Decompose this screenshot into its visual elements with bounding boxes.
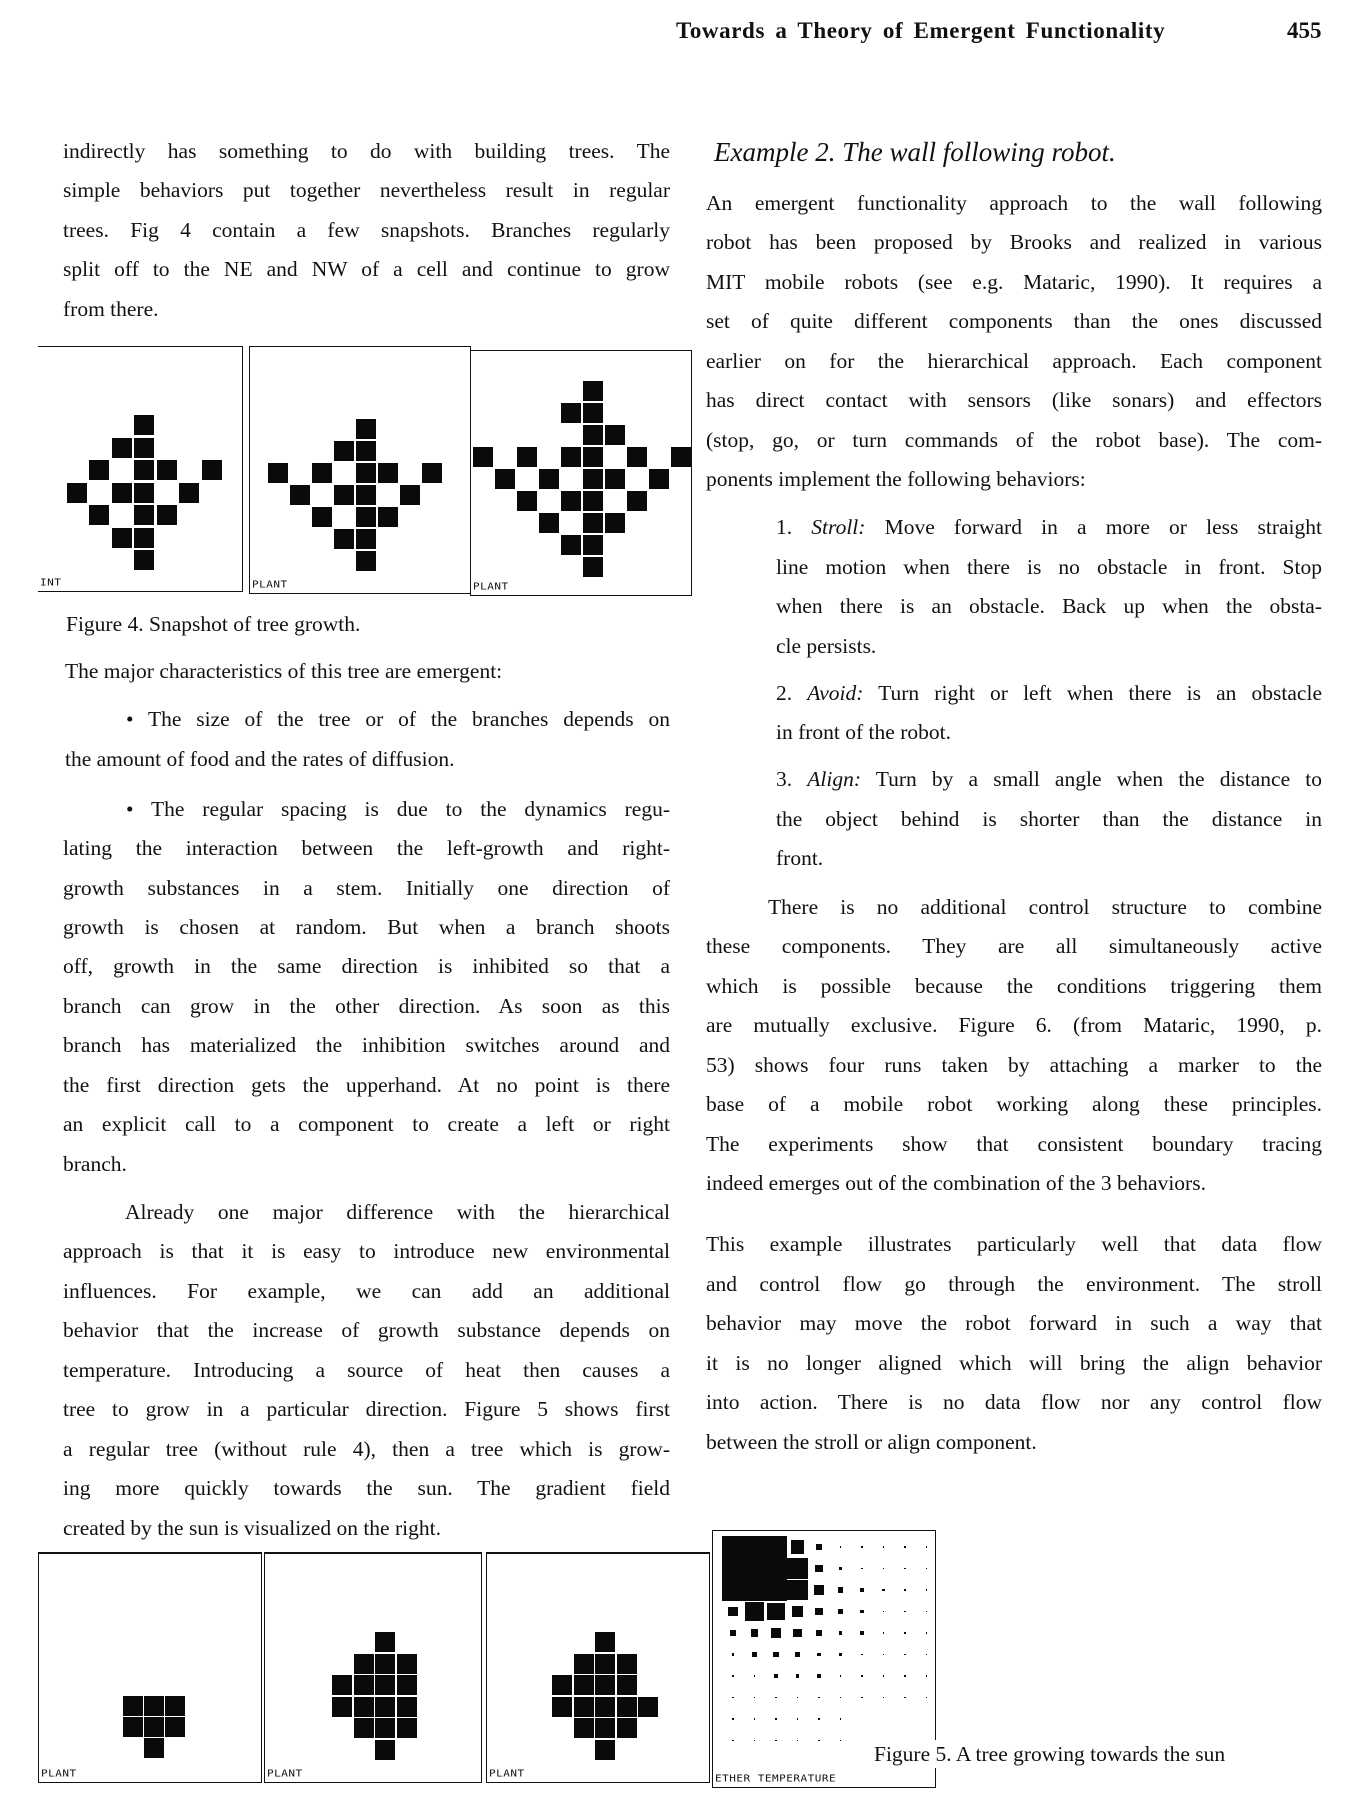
temperature-cell [840,1675,842,1677]
tree-cell [157,460,177,480]
temperature-cell [797,1697,799,1699]
text-line: split off to the NE and NW of a cell and continue to grow [63,257,670,281]
temperature-cell [839,1653,842,1656]
tree-cell [617,1718,637,1738]
text-line: There is no additional control structure to combine [768,895,1322,919]
tree-cell [574,1718,594,1738]
temperature-cell [840,1546,842,1548]
text-line: an explicit call to a component to create a left or right [63,1112,670,1136]
text-line: earlier on for the hierarchical approach. Each component [706,349,1322,373]
temperature-cell [722,1558,744,1580]
tree-cell [422,463,442,483]
text-line: The experiments show that consistent boundary tracing [706,1132,1322,1156]
tree-cell [334,529,354,549]
tree-cell [649,469,669,489]
behavior-name: Stroll: [811,515,866,539]
temperature-cell [883,1675,885,1677]
temperature-cell [861,1654,863,1656]
temperature-cell [839,1631,842,1634]
temperature-cell [926,1697,928,1699]
temperature-cell [818,1740,820,1742]
text-line: indirectly has something to do with building trees. The [63,139,670,163]
text-line: simple behaviors put together nevertheless result in regular [63,178,670,202]
text-line: off, growth in the same direction is inhibited so that a [63,954,670,978]
temperature-cell [775,1697,777,1699]
text-line: cle persists. [776,634,877,658]
behavior-number: 3. [776,767,793,791]
tree-cell [617,1654,637,1674]
tree-cell [574,1675,594,1695]
text-line: front. [776,846,824,870]
tree-cell [378,463,398,483]
temperature-cell [817,1653,820,1656]
temperature-cell [787,1558,808,1579]
temperature-cell [840,1697,842,1699]
tree-cell [134,415,154,435]
temperature-cell [815,1565,823,1573]
temperature-cell [816,1630,822,1636]
text-line: line motion when there is no obstacle in front. Stop [776,555,1322,579]
temperature-cell [765,1579,787,1601]
tree-cell [375,1654,395,1674]
temperature-cell [904,1546,906,1548]
tree-cell [574,1654,594,1674]
emergent-intro: The major characteristics of this tree are emergent: [65,659,503,683]
text-line: • The regular spacing is due to the dynamics regu- [126,797,670,821]
tree-cell [552,1675,572,1695]
tree-cell [334,441,354,461]
temperature-cell [883,1546,885,1548]
tree-cell [334,485,354,505]
tree-cell [561,491,581,511]
temperature-cell [732,1653,734,1655]
tree-cell [595,1654,615,1674]
tree-cell [179,483,199,503]
temperature-cell [791,1540,804,1553]
tree-cell [517,491,537,511]
panel-label: PLANT [41,1767,77,1780]
text-line: it is no longer aligned which will bring the align behavior [706,1351,1322,1375]
panel-label: INT [40,576,62,589]
temperature-cell [817,1674,820,1677]
panel-label: ETHER TEMPERATURE [715,1772,837,1785]
text-line: robot has been proposed by Brooks and realized in various [706,230,1322,254]
temperature-cell [752,1652,756,1656]
temperature-cell [882,1589,884,1591]
text-line: ponents implement the following behaviors: [706,467,1086,491]
temperature-cell [722,1579,744,1601]
temperature-cell [883,1568,885,1570]
text-line: behavior may move the robot forward in such a way that [706,1311,1322,1335]
tree-cell [539,513,559,533]
panel-label: PLANT [489,1767,525,1780]
temperature-cell [745,1602,764,1621]
tree-cell [595,1718,615,1738]
temperature-cell [754,1697,756,1699]
temperature-cell [728,1607,738,1617]
temperature-cell [904,1675,906,1677]
tree-cell [375,1632,395,1652]
tree-cell [517,447,537,467]
text-line: in front of the robot. [776,720,951,744]
tree-cell [583,469,603,489]
temperature-cell [774,1674,778,1678]
tree-cell [617,1675,637,1695]
temperature-cell [732,1675,734,1677]
behavior-name: Align: [807,767,862,791]
figure-5-panel-2 [264,1552,482,1783]
temperature-cell [926,1675,928,1677]
tree-cell [290,485,310,505]
temperature-cell [775,1718,777,1720]
text-line: growth substances in a stem. Initially one direction of [63,876,670,900]
temperature-cell [815,1608,823,1616]
text-line: lating the interaction between the left-growth and right- [63,836,670,860]
temperature-cell [797,1740,799,1742]
text-line: are mutually exclusive. Figure 6. (from Mataric, 1990, p. [706,1013,1322,1037]
temperature-cell [904,1568,906,1570]
temperature-cell [732,1718,734,1720]
tree-cell [112,438,132,458]
text-line: which is possible because the conditions triggering them [706,974,1322,998]
tree-cell [605,469,625,489]
text-line [776,679,1322,707]
temperature-cell [765,1558,787,1580]
tree-cell [356,441,376,461]
temperature-cell [860,1631,863,1634]
tree-cell [539,469,559,489]
temperature-cell [840,1740,842,1742]
tree-cell [375,1675,395,1695]
text-line: MIT mobile robots (see e.g. Mataric, 1990). It requires a [706,270,1322,294]
tree-cell [112,483,132,503]
tree-cell [397,1654,417,1674]
temperature-cell [730,1630,736,1636]
tree-cell [375,1740,395,1760]
figure-4-panel-1 [38,346,243,592]
tree-cell [134,550,154,570]
text-line: the amount of food and the rates of diffusion. [65,747,455,771]
text-line: these components. They are all simultaneously active [706,934,1322,958]
temperature-cell [744,1579,766,1601]
tree-cell [397,1718,417,1738]
temperature-cell [926,1632,928,1634]
tree-cell [89,460,109,480]
temperature-cell [732,1697,734,1699]
tree-cell [583,447,603,467]
text-line: branch can grow in the other direction. As soon as this [63,994,670,1018]
text-line: influences. For example, we can add an additional [63,1279,670,1303]
tree-cell [332,1697,352,1717]
tree-cell [400,485,420,505]
temperature-cell [926,1611,928,1613]
tree-cell [356,551,376,571]
text-line: a regular tree (without rule 4), then a tree which is grow- [63,1437,670,1461]
tree-cell [89,505,109,525]
tree-cell [671,447,691,467]
panel-label: PLANT [267,1767,303,1780]
tree-cell [157,505,177,525]
temperature-cell [926,1589,928,1591]
text-line: Already one major difference with the hierarchical [125,1200,670,1224]
tree-cell [583,403,603,423]
temperature-cell [816,1544,823,1551]
text-line: (stop, go, or turn commands of the robot base). The com- [706,428,1322,452]
tree-cell [123,1696,143,1716]
behavior-number: 2. [776,681,793,705]
temperature-cell [904,1632,906,1634]
figure-4-panel-3 [470,350,692,596]
text-line: when there is an obstacle. Back up when the obsta- [776,594,1322,618]
tree-cell [354,1654,374,1674]
tree-cell [356,507,376,527]
temperature-cell [732,1740,734,1742]
tree-cell [375,1718,395,1738]
behavior-description: Turn by a small angle when the distance to [875,767,1322,791]
text-line: This example illustrates particularly well that data flow [706,1232,1322,1256]
tree-cell [356,463,376,483]
temperature-cell [860,1610,863,1613]
tree-cell [354,1718,374,1738]
temperature-cell [926,1654,928,1656]
temperature-cell [818,1697,820,1699]
text-line: indeed emerges out of the combination of the 3 behaviors. [706,1171,1206,1195]
temperature-cell [767,1603,785,1621]
tree-cell [134,528,154,548]
temperature-cell [883,1632,885,1634]
figure-5-caption: Figure 5. A tree growing towards the sun [868,1740,1231,1768]
temperature-cell [744,1536,766,1558]
tree-cell [202,460,222,480]
temperature-cell [883,1654,885,1656]
temperature-cell [754,1718,756,1720]
tree-cell [134,460,154,480]
behavior-description: Turn right or left when there is an obstacle [878,681,1322,705]
tree-cell [583,513,603,533]
temperature-cell [754,1675,756,1677]
tree-cell [583,491,603,511]
text-line: set of quite different components than the ones discussed [706,309,1322,333]
tree-cell [561,535,581,555]
text-line: the object behind is shorter than the distance in [776,807,1322,831]
tree-cell [617,1697,637,1717]
tree-cell [583,557,603,577]
tree-cell [134,438,154,458]
figure-4-caption: Figure 4. Snapshot of tree growth. [66,612,361,636]
tree-cell [268,463,288,483]
section-heading: Example 2. The wall following robot. [714,137,1116,167]
tree-cell [627,447,647,467]
tree-cell [605,513,625,533]
tree-cell [605,425,625,445]
temperature-cell [838,1587,844,1593]
tree-cell [627,491,647,511]
text-line: trees. Fig 4 contain a few snapshots. Branches regularly [63,218,670,242]
figure-4-panel-2 [249,346,471,594]
text-line: branch. [63,1152,127,1176]
tree-cell [354,1697,374,1717]
figure-5-panel-3 [486,1552,710,1783]
text-line: • The size of the tree or of the branches depends on [126,707,670,731]
text-line [776,513,1322,541]
behavior-number: 1. [776,515,793,539]
tree-cell [356,529,376,549]
temperature-cell [775,1740,777,1742]
tree-cell [595,1675,615,1695]
tree-cell [165,1696,185,1716]
temperature-cell [838,1609,842,1613]
temperature-cell [796,1674,800,1678]
tree-cell [134,483,154,503]
panel-label: PLANT [473,580,509,593]
text-line: the first direction gets the upperhand. At no point is there [63,1073,670,1097]
tree-cell [356,485,376,505]
temperature-cell [861,1697,863,1699]
text-line [776,765,1322,793]
temperature-cell [883,1611,885,1613]
text-line: ing more quickly towards the sun. The gradient field [63,1476,670,1500]
running-title: Towards a Theory of Emergent Functionality [676,18,1166,43]
temperature-cell [861,1568,863,1570]
temperature-cell [754,1740,756,1742]
temperature-cell [818,1718,820,1720]
page-number: 455 [1287,18,1322,43]
figure-5-panel-1 [38,1552,262,1783]
tree-cell [332,1675,352,1695]
panel-label: PLANT [252,578,288,591]
tree-cell [144,1738,164,1758]
tree-cell [144,1696,164,1716]
tree-cell [583,535,603,555]
tree-cell [134,505,154,525]
tree-cell [123,1717,143,1737]
temperature-cell [773,1652,779,1658]
text-line: temperature. Introducing a source of heat then causes a [63,1358,670,1382]
text-line: into action. There is no data flow nor any control flow [706,1390,1322,1414]
text-line: approach is that it is easy to introduce new environmental [63,1239,670,1263]
tree-cell [583,381,603,401]
tree-cell [375,1697,395,1717]
text-line: has direct contact with sensors (like sonars) and effectors [706,388,1322,412]
temperature-cell [771,1628,781,1638]
tree-cell [595,1740,615,1760]
temperature-cell [926,1546,928,1548]
temperature-cell [744,1558,766,1580]
text-line: 53) shows four runs taken by attaching a marker to the [706,1053,1322,1077]
tree-cell [354,1675,374,1695]
temperature-cell [765,1536,787,1558]
tree-cell [312,463,332,483]
tree-cell [595,1632,615,1652]
temperature-cell [840,1718,842,1720]
tree-cell [312,507,332,527]
temperature-cell [861,1546,863,1548]
tree-cell [473,447,493,467]
tree-cell [552,1697,572,1717]
temperature-cell [904,1589,906,1591]
text-line: and control flow go through the environment. The stroll [706,1272,1322,1296]
tree-cell [397,1675,417,1695]
temperature-cell [792,1606,803,1617]
tree-cell [67,483,87,503]
text-line: behavior that the increase of growth substance depends on [63,1318,670,1342]
temperature-cell [797,1718,799,1720]
temperature-cell [787,1580,808,1601]
text-line: between the stroll or align component. [706,1430,1037,1454]
tree-cell [595,1697,615,1717]
temperature-cell [904,1654,906,1656]
text-line: An emergent functionality approach to the wall following [706,191,1322,215]
tree-cell [561,403,581,423]
tree-cell [583,425,603,445]
tree-cell [378,507,398,527]
tree-cell [561,447,581,467]
temperature-cell [795,1652,801,1658]
temperature-cell [793,1629,802,1638]
tree-cell [574,1697,594,1717]
temperature-cell [904,1697,906,1699]
temperature-cell [904,1611,906,1613]
behavior-description: Move forward in a more or less straight [884,515,1322,539]
temperature-cell [814,1585,824,1595]
temperature-cell [839,1567,842,1570]
tree-cell [638,1697,658,1717]
text-line: growth is chosen at random. But when a branch shoots [63,915,670,939]
text-line: from there. [63,297,159,321]
temperature-cell [883,1697,885,1699]
text-line: base of a mobile robot working along these principles. [706,1092,1322,1116]
tree-cell [165,1717,185,1737]
text-line: tree to grow in a particular direction. Figure 5 shows first [63,1397,670,1421]
temperature-cell [926,1568,928,1570]
temperature-cell [751,1629,759,1637]
temperature-cell [861,1675,863,1677]
tree-cell [356,419,376,439]
tree-cell [144,1717,164,1737]
tree-cell [397,1697,417,1717]
text-line: created by the sun is visualized on the right. [63,1516,441,1540]
temperature-cell [722,1536,744,1558]
text-line: branch has materialized the inhibition switches around and [63,1033,670,1057]
tree-cell [495,469,515,489]
tree-cell [112,528,132,548]
behavior-name: Avoid: [807,681,864,705]
temperature-cell [860,1588,864,1592]
